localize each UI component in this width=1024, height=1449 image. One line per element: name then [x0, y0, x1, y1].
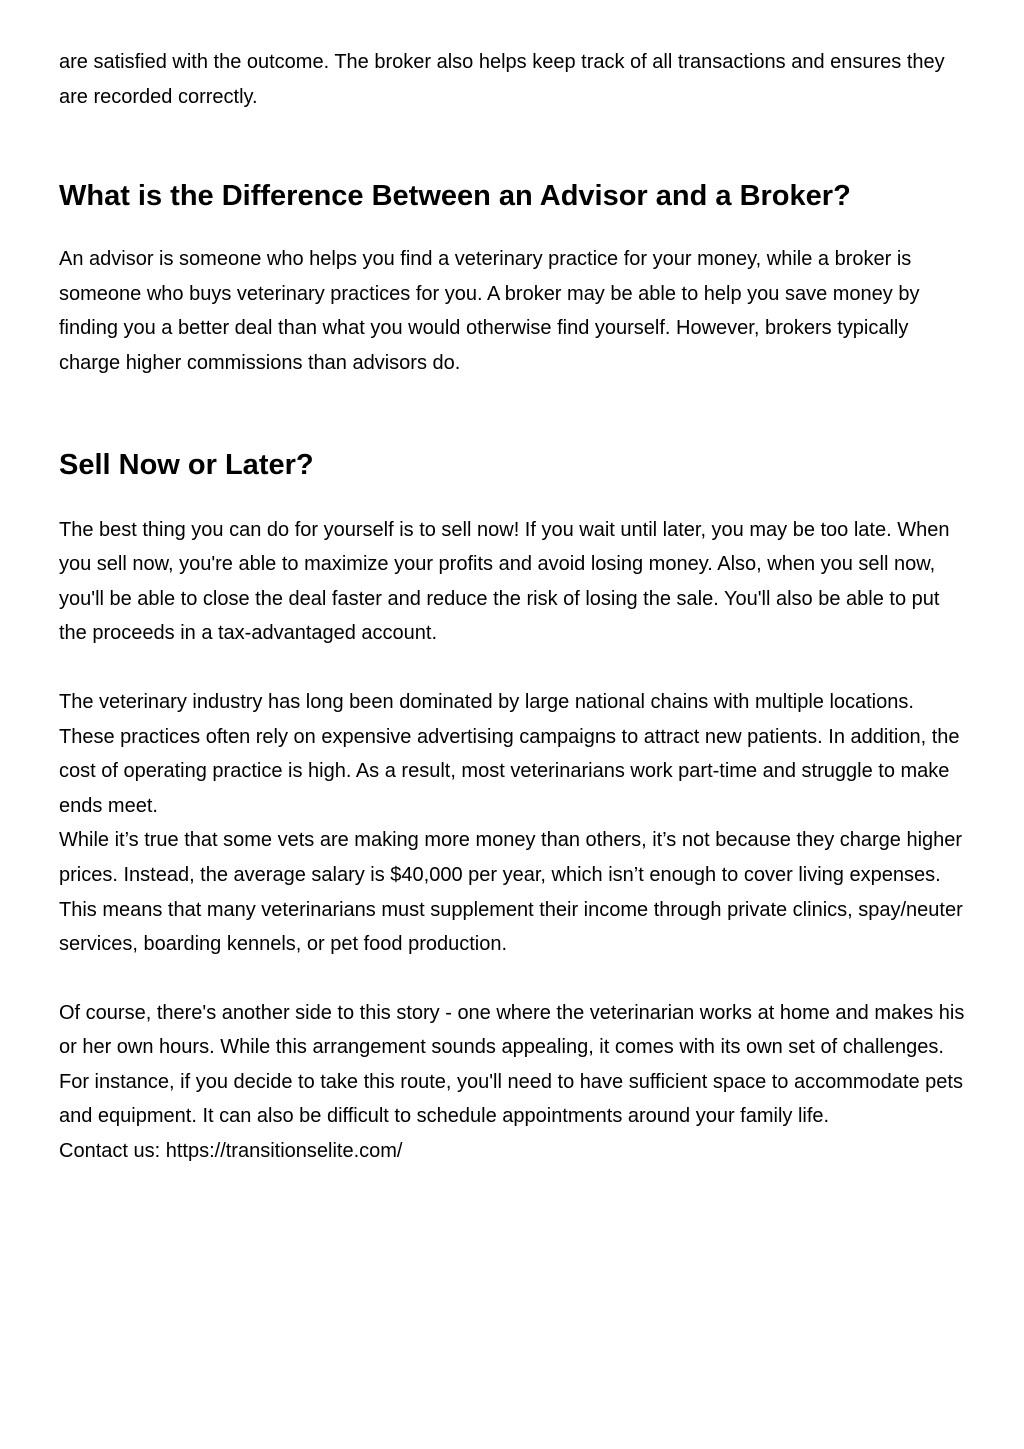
sell-now-or-later-heading: Sell Now or Later?: [59, 448, 314, 481]
advisor-vs-broker-heading: What is the Difference Between an Advisor and a Broker?: [59, 180, 851, 213]
home-practice-paragraph: Of course, there's another side to this story - one where the veterinarian works at home and makes his or her own hours. While this arrangement sounds appealing, it comes with its own set of challenges. For instance, if you decide to take this route, you'll need to have sufficient space to accommodate pets and equipment. It can also be difficult to schedule appointments around your family life.: [59, 1001, 965, 1128]
sell-now-paragraph: The best thing you can do for yourself is to sell now! If you wait until later, you may be too late. When you sell now, you're able to maximize your profits and avoid losing money. Also, when you sell now, you'll be able to close the deal faster and reduce the risk of losing the sale. You'll also be able to put the proceeds in a tax-advantaged account.: [59, 518, 950, 645]
document-page: [59, 45, 971, 1169]
contact-line: Contact us: https://transitionselite.com/: [59, 1140, 403, 1163]
salary-paragraph: While it’s true that some vets are making more money than others, it’s not because they charge higher prices. Instead, the average salary is $40,000 per year, which isn’t enough to cover living expenses. This means that many veterinarians must supplement their income through private clinics, spay/neuter services, boarding kennels, or pet food production.: [59, 829, 963, 956]
advisor-vs-broker-paragraph: An advisor is someone who helps you find a veterinary practice for your money, while a broker is someone who buys veterinary practices for you. A broker may be able to help you save money by finding you a better deal than what you would otherwise find yourself. However, brokers typically charge higher commissions than advisors do.: [59, 248, 920, 374]
industry-paragraph: The veterinary industry has long been dominated by large national chains with multiple locations. These practices often rely on expensive advertising campaigns to attract new patients. In addition, the cost of operating practice is high. As a result, most veterinarians work part-time and struggle to make ends meet.: [59, 690, 960, 817]
intro-paragraph: are satisfied with the outcome. The broker also helps keep track of all transactions and ensures they are recorded correctly.: [59, 51, 945, 108]
